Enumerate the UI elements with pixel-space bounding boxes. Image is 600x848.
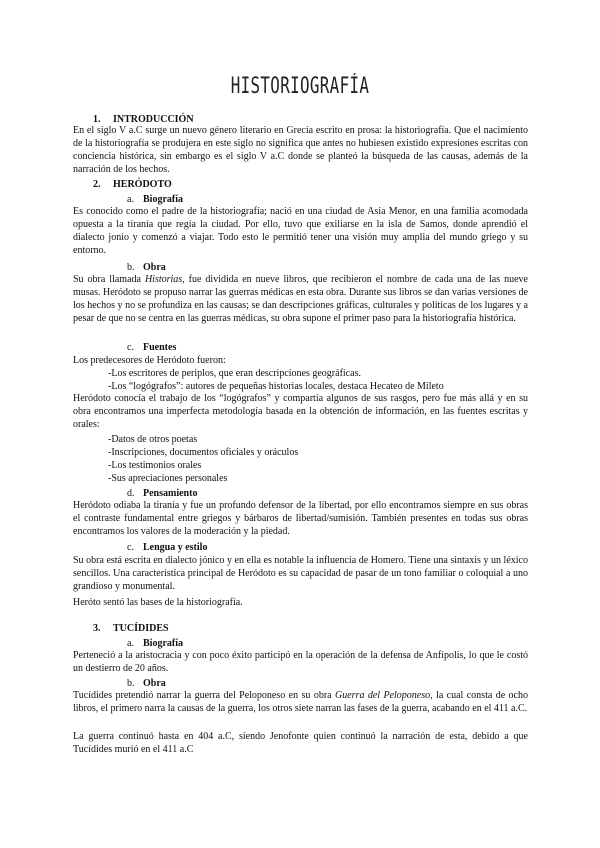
paragraph-tucidides-biografia: Perteneció a la aristocracia y con poco éxito participó en la operación de la defensa de Anfípolis, lo que le costó un destierro de 20 años.: [73, 650, 528, 674]
paragraph-herodoto-pensamiento: Heródoto odiaba la tiranía y fue un profundo defensor de la libertad, por ello encontramos siempre en sus obras el contraste fundamental entre griegos y bárbaros de libertad/sumisión. También presentes en todas sus obras encontramos los valores de la moderación y la piedad.: [73, 500, 528, 537]
paragraph-introduccion: En el siglo V a.C surge un nuevo género literario en Grecia escrito en prosa: la historiografía. Que el nacimiento de la historiografía se produjera en este siglo no significa que antes no hubiesen existido expresiones escritas con conciencia histórica, sin embargo es el siglo V a.C donde se planteó la búsqueda de las causas, además de la narración de los hechos.: [73, 125, 528, 175]
paragraph-herodoto-cierre: Heróto sentó las bases de la historiografía.: [73, 597, 243, 608]
subheading-tucidides-biografia: a. Biografía: [127, 638, 183, 649]
paragraph-tucidides-obra-2: La guerra continuó hasta en 404 a.C, siendo Jenofonte quien continuó la narración de esta, debido a que Tucídides murió en el 411 a.C: [73, 731, 528, 755]
document-title: HISTORIOGRAFÍA: [230, 74, 370, 99]
subheading-tucidides-obra: b. Obra: [127, 678, 166, 689]
fuentes-intro: Los predecesores de Heródoto fueron:: [73, 355, 226, 366]
list-item: -Los “logógrafos”: autores de pequeñas historias locales, destaca Hecateo de Mileto: [108, 381, 444, 392]
list-item: -Los escritores de periplos, que eran descripciones geográficas.: [108, 368, 361, 379]
subheading-herodoto-pensamiento: d. Pensamiento: [127, 488, 198, 499]
list-item: -Inscripciones, documentos oficiales y oráculos: [108, 447, 299, 458]
subheading-herodoto-biografia: a. Biografía: [127, 194, 183, 205]
paragraph-herodoto-lengua: Su obra está escrita en dialecto jónico y en ella es notable la influencia de Homero. Tiene una sintaxis y un léxico sencillos. Una característica principal de Heródoto es su capacidad de pasar de un tono familiar o coloquial a uno grandioso y monumental.: [73, 555, 528, 592]
paragraph-herodoto-fuentes: Heródoto conocía el trabajo de los “logógrafos” y compartía algunos de sus rasgos, pero fue más allá y en su obra encontramos una imperfecta metodología basada en la obtención de información, en las fuentes escritas y orales:: [73, 393, 528, 430]
subheading-herodoto-fuentes: c. Fuentes: [127, 342, 177, 353]
list-item: -Los testimonios orales: [108, 460, 202, 471]
paragraph-herodoto-biografia: Es conocido como el padre de la historiografía; nació en una ciudad de Asia Menor, en una familia acomodada opuesta a la tiranía que regía la ciudad. Por ello, tuvo que exiliarse en la isla de Samos, donde aprendió el dialecto jonio y comenzó a viajar. Todo esto le permitió tener una visión muy amplia del mundo griego y su entorno.: [73, 206, 528, 256]
section-heading-introduccion: 1. INTRODUCCIÓN: [93, 114, 194, 125]
subheading-herodoto-lengua: c. Lengua y estilo: [127, 542, 208, 553]
paragraph-herodoto-obra: Su obra llamada Historias, fue dividida en nueve libros, que recibieron el nombre de cada una de las nueve musas. Heródoto se propuso narrar las guerras médicas en esta obra. Durante sus libros se dan varias versiones de los hechos y no se profundiza en las causas; se dan descripciones gráficas, culturales y políticas de los lugares y a pesar de que no se centra en las guerras médicas, su obra supone el primer paso para la historiografía histórica.: [73, 274, 528, 324]
section-heading-tucidides: 3. TUCÍDIDES: [93, 623, 169, 634]
list-item: -Sus apreciaciones personales: [108, 473, 228, 484]
section-heading-herodoto: 2. HERÓDOTO: [93, 179, 172, 190]
paragraph-tucidides-obra: Tucídides pretendió narrar la guerra del Peloponeso en su obra Guerra del Peloponeso, la cual consta de ocho libros, el primero narra la causas de la guerra, los otros siete narran las fases de la guerra, acabando en el 411 a.C.: [73, 690, 528, 714]
list-item: -Datos de otros poetas: [108, 434, 198, 445]
subheading-herodoto-obra: b. Obra: [127, 262, 166, 273]
